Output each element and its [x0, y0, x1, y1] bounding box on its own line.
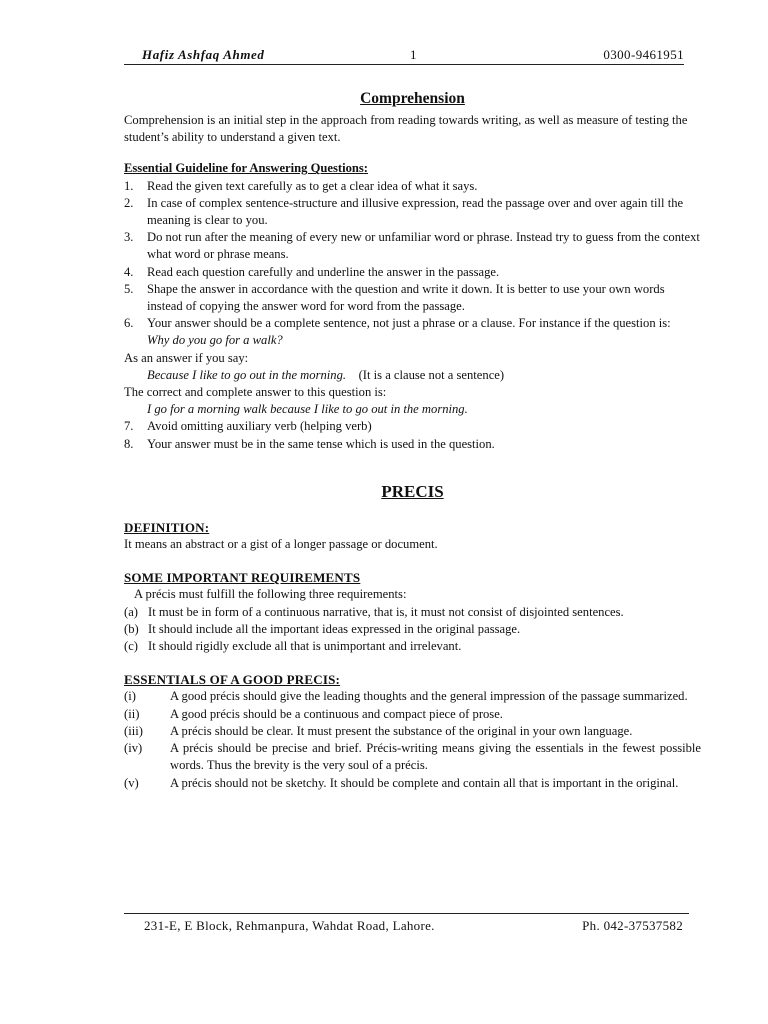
list-item: 8. Your answer must be in the same tense which is used in the question.	[124, 436, 495, 451]
list-item: 4. Read each question carefully and underline the answer in the passage.	[124, 264, 500, 279]
guideline-list	[124, 178, 701, 333]
page-number: 1	[410, 47, 417, 62]
definition-text: It means an abstract or a gist of a longer passage or document.	[124, 537, 438, 552]
list-item: (iii) A précis should be clear. It must present the substance of the original in your own language.	[124, 723, 633, 738]
list-item: 6. Your answer should be a complete sentence, not just a phrase or a clause. For instance if the question is:	[124, 316, 671, 331]
list-item: (v) A précis should not be sketchy. It should be complete and contain all that is important in the original.	[124, 775, 679, 790]
definition-heading: DEFINITION:	[124, 519, 210, 535]
requirements-list	[124, 604, 701, 656]
author-name: Hafiz Ashfaq Ahmed	[142, 47, 265, 62]
precis-title: PRECIS	[381, 481, 444, 501]
footer-address: 231-E, E Block, Rehmanpura, Wahdat Road, Lahore.	[144, 918, 435, 933]
essentials-list	[124, 688, 701, 791]
requirements-heading: SOME IMPORTANT REQUIREMENTS	[124, 570, 361, 586]
list-item: 2. In case of complex sentence-structure and illusive expression, read the passage over and over again till the meaning is clear to you.	[124, 195, 684, 228]
essentials-heading: ESSENTIALS OF A GOOD PRECIS:	[124, 672, 341, 688]
header-phone: 0300-9461951	[603, 47, 684, 62]
list-item: (b) It should include all the important ideas expressed in the original passage.	[124, 621, 521, 636]
footer-phone: Ph. 042-37537582	[582, 918, 683, 933]
page-footer	[124, 913, 689, 936]
correct-answer: I go for a morning walk because I like to go out in the morning.	[147, 402, 468, 417]
requirements-intro: A précis must fulfill the following three requirements:	[134, 587, 407, 602]
list-item: 1. Read the given text carefully as to get a clear idea of what it says.	[124, 178, 478, 193]
list-item: 7. Avoid omitting auxiliary verb (helping verb)	[124, 419, 372, 434]
comprehension-title: Comprehension	[360, 90, 465, 107]
list-item: (ii) A good précis should be a continuous and compact piece of prose.	[124, 706, 503, 721]
list-item: (c) It should rigidly exclude all that is unimportant and irrelevant.	[124, 639, 462, 654]
list-item: (i) A good précis should give the leading thoughts and the general impression of the passage summarized.	[124, 689, 688, 704]
document-body	[124, 89, 701, 792]
list-item: (a) It must be in form of a continuous narrative, that is, it must not consist of disjointed sentences.	[124, 604, 624, 619]
correct-intro: The correct and complete answer to this question is:	[124, 385, 387, 400]
answer-intro: As an answer if you say:	[124, 350, 249, 365]
page-header	[124, 46, 684, 65]
guideline-list-tail	[124, 418, 701, 452]
list-item: 5. Shape the answer in accordance with the question and write it down. It is better to use your own words instead of copying the answer word for word from the passage.	[124, 281, 665, 314]
guideline-heading: Essential Guideline for Answering Questions:	[124, 161, 368, 176]
list-item: (iv) A précis should be precise and brief. Précis-writing means giving the essentials in the fewest possible words. Thus the brevity is the very soul of a précis.	[124, 741, 701, 773]
wrong-answer-line: Because I like to go out in the morning. (It is a clause not a sentence)	[147, 367, 505, 382]
example-question: Why do you go for a walk?	[147, 333, 283, 348]
list-item: 3. Do not run after the meaning of every new or unfamiliar word or phrase. Instead try to guess from the context what word or phrase means.	[124, 230, 700, 262]
comprehension-intro: Comprehension is an initial step in the approach from reading towards writing, as well as measure of testing the student’s ability to understand a given text.	[124, 113, 688, 145]
